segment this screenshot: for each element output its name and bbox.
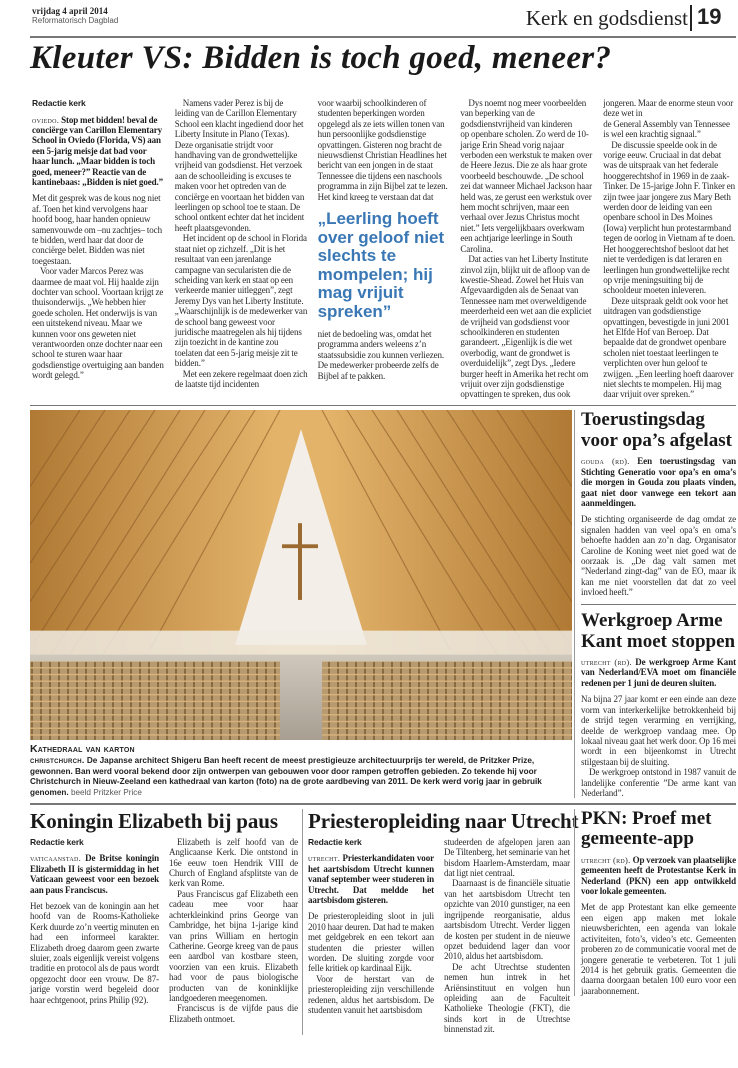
paragraph: Paus Franciscus gaf Elizabeth een cadeau mee voor haar achterkleinkind prins George van Cambridge, het bijna 1-jarige kind van prins William en hertogin Catherine. George kreeg van de paus een aardbol van kostbare steen, voorzien van een kruis. Elizabeth had voor de paus biologische producten van de koninklijke landgoederen meegenomen. [169,888,298,1003]
side-article-3 [574,809,736,996]
photo-credit: beeld Pritzker Price [70,787,142,797]
lead: Op verzoek van plaatselijke gemeenten heeft de Protestantse Kerk in Nederland (PKN) een app ontwikkeld voor lokale gemeenten. [581,854,736,897]
paragraph: Het incident op de school in Florida staat niet op zichzelf. „Dit is het resultaat van een jarenlange campagne van secularisten die de scheiding van kerk en staat op een verkeerde manier uitleggen”, zegt Jeremy Dys van het Liberty Institute. „Waarschijnlijk is de medewerker van de school bang geweest voor juridische maatregelen als hij tijdens zijn toezicht in de kantine zou toelaten dat een 5-jarig meisje zit te bidden.” [174,233,308,369]
cathedral-photo [30,410,572,740]
issue-date: vrijdag 4 april 2014 [32,6,108,16]
lead: De werkgroep Arme Kant van Nederland/EVA moet om financiële redenen per 1 juni de deuren sluiten. [581,657,737,688]
side-headline: Toerustingsdag voor opa’s afgelast [581,409,732,451]
paragraph: Deze uitspraak geldt ook voor het uitdragen van godsdienstige opvattingen, bevestigde in juni 2001 het Elfde Hof van Beroep. Dat bepaalde dat de grondwet openbare scholen niet toestaat leerlingen te verplichten over hun geloof te zwijgen. „Een leerling hoeft daarover niet slechts te mompelen. Hij mag daar vrijuit over spreken.” [603,295,734,400]
photo-row [30,410,736,798]
main-headline: Kleuter VS: Bidden is toch goed, meneer? [30,40,612,76]
lead: Een toerustingsdag van Stichting Generatio voor opa’s en oma’s die morgen in Gouda zou plaats vinden, gaat niet door vanwege een tekort aan aanmeldingen. [581,456,736,508]
photo-block [30,410,574,798]
paragraph: Met een zekere regelmaat doen zich de laatste tijd incidenten [174,368,308,389]
lead: Priesterkandidaten voor het aartsbisdom Utrecht kunnen vanaf september weer studeren in Utrecht. Dat meldde het aartsbisdom gisteren. [308,853,434,905]
lead: Stop met bidden! beval de conciërge van Carillon Elementary School in Oviedo (Florida, VS) aan een 5-jarig meisje dat bad voor haar lunch. „Maar bidden is toch goed, meneer?” Reactie van de kantinebaas: „Bidden is niet goed.” [32,114,164,187]
dateline: christchurch. [30,755,85,766]
dateline: vaticaanstad. [30,853,82,864]
paragraph: Franciscus is de vijfde paus die Elizabeth ontmoet. [169,1003,298,1024]
divider [581,604,736,606]
section-rule [30,405,736,407]
dateline: utrecht. [308,853,341,864]
page-number: 19 [697,4,722,29]
section-title: Kerk en godsdienst [525,6,688,30]
lead: De Britse koningin Elizabeth II is gistermiddag in het Vaticaan geweest voor een bezoek aan paus Franciscus. [30,853,159,895]
bottom-headline-1: Koningin Elizabeth bij paus [30,808,278,833]
byline: Redactie kerk [308,836,362,847]
paragraph: Dat acties van het Liberty Institute zinvol zijn, blijkt uit de afloop van de kwestie-Shead. Zowel het Huis van Afgevaardigden als de Senaat van Tennessee nam met overweldigende meerderheid een wet aan die expliciet de vrijheid van godsdienst voor schoolkinderen en studenten garandeert. „Eigenlijk is die wet overbodig, want de grondwet is overduidelijk”, zegt Dys. „Iedere burger heeft in Amerika het recht om vrijuit over zijn godsdienstige opvattingen te spreken, dus ook jongeren. Maar de enorme steun voor deze wet in [460,98,734,400]
dateline: gouda (rd). [581,456,630,467]
paragraph: Met dit gesprek was de kous nog niet af. Toen het kind vervolgens haar hoofd boog, haar handen opnieuw samenvouwde om –nu zachtjes– toch te bidden, werd haar dat door de conciërge belet. Bidden was niet toegestaan. [32,193,162,266]
chairs-left [30,662,280,741]
caption-text: De Japanse architect Shigeru Ban heeft recent de meest prestigieuze architectuurprijs ter wereld, de Pritzker Prize, gewonnen. Ban werd vooral bekend door zijn ontwerpen van gebouwen voor door rampen getroffen gebieden. Zo tekende hij voor Christchurch in Nieuw-Zeeland een kathedraal van karton (foto) na de grote aardbeving van 2011. De kerk werd vorig jaar in gebruik genomen. [30,756,542,797]
paragraph: op openbare scholen. Zo werd de 10-jarige Erin Shead vorig najaar verboden een werkstuk te maken over de Heere Jezus. Die ze als haar grote voorbeeld beschouwde. „De school zei dat wanneer Michael Jackson haar held was, ze gerust een werkstuk over hem mocht schrijven, maar een verhaal over Jezus Christus mocht niet.” Iets vergelijkbaars overkwam een achtjarige leerlinge in South Carolina. [460,129,593,254]
paragraph: Elizabeth is zelf hoofd van de Anglicaanse Kerk. Die ontstond in 16e eeuw toen Hendrik VIII de Church of England afsplitste van de kerk van Rome. [169,836,298,889]
bottom-row [30,809,736,1035]
paragraph: studeerden de afgelopen jaren aan De Tiltenberg, het seminarie van het bisdom Haarlem-Amsterdam, maar dat ligt niet centraal. [444,836,570,879]
side-headline: PKN: Proef met gemeente-app [581,807,712,850]
paragraph: De acht Utrechtse studenten nemen hun intrek in het Ariënsinstituut en volgen hun opleiding aan de Faculteit Katholieke Theologie (FKT), die sinds kort in de Utrechtse binnenstad zit. [444,961,570,1035]
paragraph: De priesteropleiding sloot in juli 2010 haar deuren. Dat had te maken met geldgebrek en een tekort aan studenten die priester willen worden. De sluiting zorgde voor felle kritiek op kardinaal Eijk. [308,911,434,974]
bottom-article-1 [30,809,302,1024]
paragraph: Voor vader Marcos Perez was daarmee de maat vol. Hij haalde zijn dochter van school. Voortaan krijgt ze thuisonderwijs. „We hebben hier goede scholen. Het onderwijs is van een uitstekend niveau. Maar we kunnen voor ons geweten niet verantwoorden onze dochter naar een school te sturen waar haar godsdienstige overtuiging aan banden wordt gelegd.” [32,266,164,381]
sidebar [574,410,736,798]
paragraph: De werkgroep ontstond in 1987 vanuit de landelijke conferentie ”De arme kant van Nederland”. [581,767,736,798]
header-rule [30,36,736,38]
side-headline: Werkgroep Arme Kant moet stoppen [581,610,736,652]
paragraph: De discussie speelde ook in de vorige eeuw. Cruciaal in dat debat was de uitspraak van het federale hooggerechtshof in 1969 in de zaak-Tinker. De 15-jarige John F. Tinker en zijn twee jaar jongere zus Mary Beth werden door de leiding van een openbare school in Des Moines (Iowa) verplicht hun protestarmband tegen de oorlog in Vietnam af te doen. Het hooggerechtshof besloot dat het niet te verdedigen is dat leraren en leerlingen hun grondwettelijke recht op vrije meningsuiting bij de schooldeur moeten inleveren. [603,139,736,296]
side-article-1 [581,410,736,597]
paragraph: de General Assembly van Tennessee is wel een krachtig signaal.” [603,118,730,140]
paper-name: Reformatorisch Dagblad [32,16,119,25]
byline: Redactie kerk [30,836,84,847]
dateline: utrecht (rd). [581,854,631,865]
paragraph: De stichting organiseerde de dag omdat ze signalen hadden van veel opa’s en oma’s behoefte hadden aan zo’n dag. Organisator Caroline de Koning weet niet goed wat de oorzaak is. „De dag valt samen met ”Nederland zingt-dag” van de EO, maar ik kan me niet voorstellen dat dat zo veel invloed heeft.” [581,514,736,598]
dateline: utrecht (rd). [581,657,632,668]
paragraph: Dys noemt nog meer voorbeelden van beperking van de godsdienstvrijheid van kinderen [460,98,587,129]
page-flow [30,98,736,1035]
pull-quote: „Leerling hoeft over geloof niet slechts te mompelen; hij mag vrijuit spreken” [317,209,445,321]
divider [690,5,692,31]
byline: Redactie kerk [32,98,86,108]
paragraph: Na bijna 27 jaar komt er een einde aan deze vorm van interkerkelijke betrokkenheid bij de strijd tegen verarming en verrijking, deelde de werkgroep vandaag mee. Op lokaal niveau gaat het werk door. Op 16 mei wordt in een bijeenkomst in Utrecht stilgestaan bij de sluiting. [581,694,736,767]
chairs-right [322,662,572,741]
paragraph: Het bezoek van de koningin aan het hoofd van de Rooms-Katholieke Kerk duurde zo’n veertig minuten en had een informeel karakter. Elizabeth droeg daarom geen zwarte sluier, zoals eigenlijk vereist volgens traditie en protocol als de paus wordt opgezocht door een vrouw. De 87-jarige vorstin werd begeleid door haar echtgenoot, prins Philip (92). [30,900,159,1005]
main-article [30,98,736,400]
paragraph: niet de bedoeling was, omdat het programma anders weleens z’n staatssubsidie zou kunnen verliezen. De medewerker probeerde zelfs de Bijbel af te pakken. [317,329,445,381]
paragraph: Met de app Protestant kan elke gemeente een eigen app maken met lokale nieuwsberichten, een agenda van lokale activiteiten, foto’s, video’s etc. Gemeenten proberen zo de communicatie vooral met de jongere generatie te verbeteren. Tot 1 juli 2014 is het gebruik gratis. Gemeenten die daarna doorgaan betalen 100 euro voor een jaarabonnement. [581,902,736,996]
caption-title: Kathedraal van karton [30,743,135,756]
side-article-2 [581,611,736,798]
bottom-article-2 [302,808,579,1035]
photo-caption [30,740,574,798]
paragraph: Daarnaast is de financiële situatie van het aartsbisdom Utrecht ten opzichte van 2010 gunstiger, na een ingrijpende reorganisatie, aldus aartsbisdom Utrecht. Verder liggen de kosten per student in de nieuwe opzet beduidend lager dan voor 2010, aldus het aartsbisdom. [444,878,570,962]
paragraph: voor waarbij schoolkinderen of studenten beperkingen worden opgelegd als ze iets willen tonen van hun persoonlijke godsdienstige opvattingen. Gisteren nog bracht de nieuwsdienst Christian Headlines het bericht van een jongen in de staat Tennessee die tijdens een naschools programma in zijn Bijbel zat te lezen. Het kind kreeg te verstaan dat dat [317,98,448,202]
paragraph: Voor de herstart van de priesteropleiding zijn verschillende redenen, aldus het aartsbisdom. De studenten vanuit het aartsbisdom [308,973,434,1016]
paragraph: Namens vader Perez is bij de leiding van de Carillon Elementary School een klacht ingediend door het Liberty Insitute in Plano (Texas). Deze organisatie strijdt voor handhaving van de grondwettelijke vrijheid van godsdienst. Het verzoek aan de schoolleiding is excuses te maken voor het optreden van de conciërge en voortaan het bidden van leerlingen op school toe te staan. De school ontkent echter dat het incident heeft plaatsgevonden. [174,98,305,233]
dateline: oviedo. [32,114,60,125]
section-rule [30,803,736,805]
bottom-headline-2: Priesteropleiding naar Utrecht [308,808,579,833]
